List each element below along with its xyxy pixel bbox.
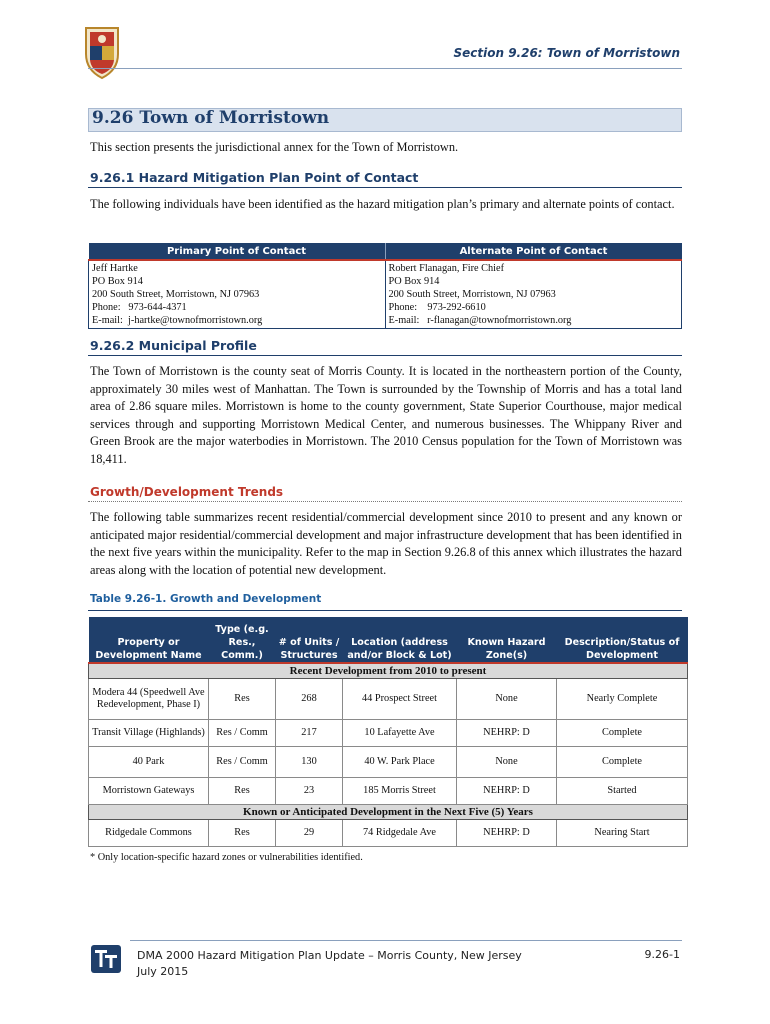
col-header-location: Location (address and/or Block & Lot) xyxy=(343,617,457,663)
col-header-type: Type (e.g. Res., Comm.) xyxy=(209,617,276,663)
cell-status: Started xyxy=(557,778,688,805)
primary-contact-address: 200 South Street, Morristown, NJ 07963 xyxy=(92,289,260,300)
poc-heading: 9.26.1 Hazard Mitigation Plan Point of Contact xyxy=(90,170,419,185)
cell-type: Res xyxy=(209,679,276,720)
alternate-contact-header: Alternate Point of Contact xyxy=(385,243,682,260)
cell-units: 23 xyxy=(276,778,343,805)
alternate-contact-email: E-mail: r-flanagan@townofmorristown.org xyxy=(388,315,572,326)
cell-property: Modera 44 (Speedwell Ave Redevelopment, Phase I) xyxy=(89,679,209,720)
cell-type: Res xyxy=(209,820,276,847)
cell-units: 29 xyxy=(276,820,343,847)
col-header-status: Description/Status of Development xyxy=(557,617,688,663)
footer-plan-title: DMA 2000 Hazard Mitigation Plan Update – Morris County, New Jersey xyxy=(137,949,522,962)
cell-property: Transit Village (Highlands) xyxy=(89,720,209,747)
cell-hazard: NEHRP: D xyxy=(457,720,557,747)
profile-paragraph: The Town of Morristown is the county seat of Morris County. It is located in the northeastern portion of the County, approximately 30 miles west of Manhattan. The Town is surrounded by the Township of Morris and has a total land area of 2.86 square miles. Morristown is home to the county government, State Superior Courthouse, major medical services through and supporting Morristown Medical Center, and numerous businesses. The Whippany River and Green Brook are the major waterbodies in Morristown. The 2010 Census population for the Town of Morristown was 18,411. xyxy=(90,364,682,466)
page-number: 9.26-1 xyxy=(644,948,680,961)
cell-hazard: None xyxy=(457,747,557,778)
cell-units: 217 xyxy=(276,720,343,747)
cell-type: Res xyxy=(209,778,276,805)
cell-type: Res / Comm xyxy=(209,747,276,778)
col-header-units: # of Units / Structures xyxy=(276,617,343,663)
poc-heading-rule xyxy=(88,187,682,188)
cell-status: Nearly Complete xyxy=(557,679,688,720)
growth-table xyxy=(88,617,688,847)
primary-contact-cell xyxy=(89,260,386,329)
table-row xyxy=(89,778,688,805)
section-row-recent: Recent Development from 2010 to present xyxy=(89,663,688,679)
cell-status: Nearing Start xyxy=(557,820,688,847)
cell-units: 130 xyxy=(276,747,343,778)
contact-table xyxy=(88,243,682,329)
growth-heading: Growth/Development Trends xyxy=(90,485,284,499)
table-caption: Table 9.26-1. Growth and Development xyxy=(90,593,322,605)
cell-type: Res / Comm xyxy=(209,720,276,747)
section-header-title: Section 9.26: Town of Morristown xyxy=(453,46,680,60)
footer-rule xyxy=(130,940,682,941)
cell-hazard: NEHRP: D xyxy=(457,820,557,847)
profile-heading: 9.26.2 Municipal Profile xyxy=(90,338,257,353)
tetra-tech-logo-icon xyxy=(90,944,122,974)
cell-hazard: NEHRP: D xyxy=(457,778,557,805)
growth-paragraph: The following table summarizes recent residential/commercial development since 2010 to present and any known or anticipated major residential/commercial development and major infrastructure development that has been identified in the next five years within the municipality. Refer to the map in Section 9.26.8 of this annex which illustrates the hazard areas along with the location of potential new development. xyxy=(90,510,682,577)
table-footnote: * Only location-specific hazard zones or vulnerabilities identified. xyxy=(90,852,363,863)
cell-property: Ridgedale Commons xyxy=(89,820,209,847)
footer-text xyxy=(137,948,522,980)
cell-property: Morristown Gateways xyxy=(89,778,209,805)
primary-contact-header: Primary Point of Contact xyxy=(89,243,386,260)
alternate-contact-pobox: PO Box 914 xyxy=(388,276,440,287)
cell-location: 10 Lafayette Ave xyxy=(343,720,457,747)
table-row xyxy=(89,747,688,778)
cell-location: 40 W. Park Place xyxy=(343,747,457,778)
cell-units: 268 xyxy=(276,679,343,720)
cell-status: Complete xyxy=(557,720,688,747)
cell-hazard: None xyxy=(457,679,557,720)
alternate-contact-phone: Phone: 973-292-6610 xyxy=(388,302,486,313)
col-header-property: Property or Development Name xyxy=(89,617,209,663)
footer-date: July 2015 xyxy=(137,965,189,978)
cell-status: Complete xyxy=(557,747,688,778)
primary-contact-phone: Phone: 973-644-4371 xyxy=(92,302,187,313)
intro-paragraph: This section presents the jurisdictional annex for the Town of Morristown. xyxy=(90,140,459,154)
growth-heading-rule xyxy=(88,501,682,502)
col-header-hazard: Known Hazard Zone(s) xyxy=(457,617,557,663)
cell-location: 74 Ridgedale Ave xyxy=(343,820,457,847)
page-title: 9.26 Town of Morristown xyxy=(92,108,330,128)
table-row xyxy=(89,679,688,720)
header-rule xyxy=(88,68,682,69)
alternate-contact-address: 200 South Street, Morristown, NJ 07963 xyxy=(388,289,556,300)
cell-property: 40 Park xyxy=(89,747,209,778)
primary-contact-name: Jeff Hartke xyxy=(92,263,138,274)
poc-intro-paragraph: The following individuals have been identified as the hazard mitigation plan’s primary and alternate points of contact. xyxy=(90,197,675,211)
primary-contact-email: E-mail: j-hartke@townofmorristown.org xyxy=(92,315,263,326)
cell-location: 44 Prospect Street xyxy=(343,679,457,720)
table-row xyxy=(89,820,688,847)
profile-heading-rule xyxy=(88,355,682,356)
table-row xyxy=(89,720,688,747)
primary-contact-pobox: PO Box 914 xyxy=(92,276,143,287)
alternate-contact-name: Robert Flanagan, Fire Chief xyxy=(388,263,505,274)
cell-location: 185 Morris Street xyxy=(343,778,457,805)
alternate-contact-cell xyxy=(385,260,682,329)
table-caption-rule xyxy=(88,610,682,611)
section-row-future: Known or Anticipated Development in the Next Five (5) Years xyxy=(89,805,688,820)
town-crest-icon xyxy=(80,24,124,80)
